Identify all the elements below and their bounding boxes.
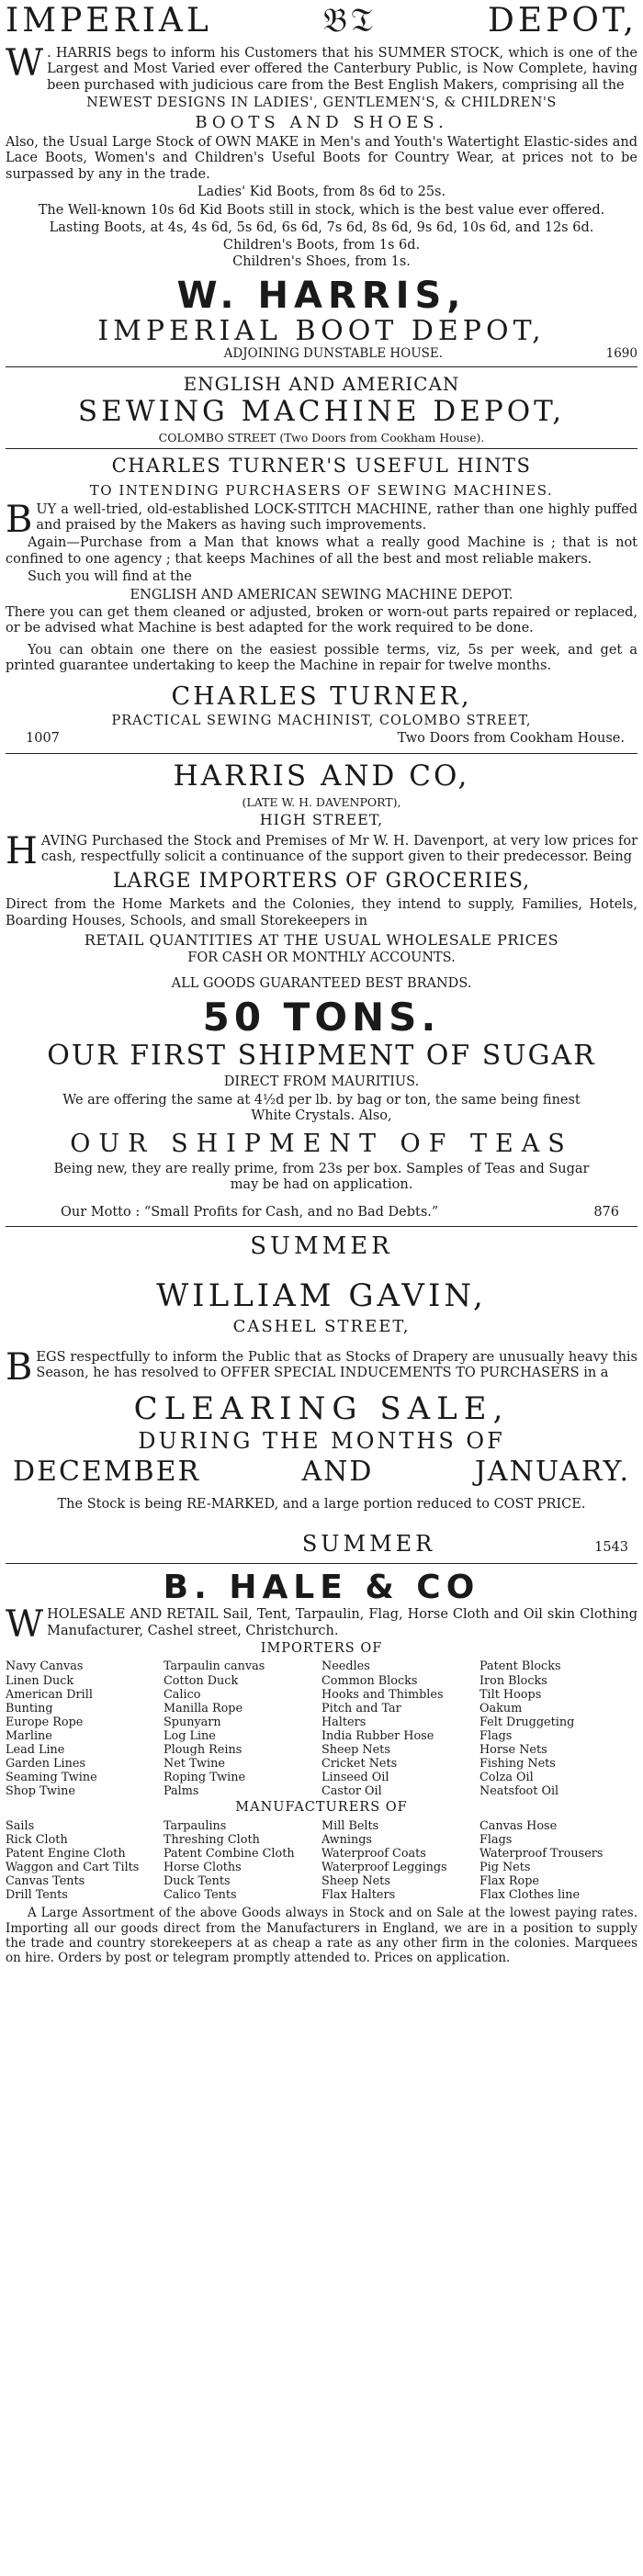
list-item: Flax Clothes line [479, 1888, 581, 1903]
list-item: Roping Twine [164, 1771, 246, 1785]
list-item: Cricket Nets [322, 1757, 398, 1772]
list-item: Hooks and Thimbles [322, 1687, 444, 1702]
boots-and-shoes: BOOTS AND SHOES. [195, 113, 448, 133]
harris-and-co-title: HARRIS AND CO, [173, 759, 470, 793]
list-item: Calico Tents [164, 1888, 237, 1903]
drop-cap: W [6, 1603, 44, 1647]
list-item: Halters [322, 1715, 367, 1729]
motto: Our Motto : “Small Profits for Cash, and no Bad Debts.” [61, 1204, 439, 1220]
list-item: Horse Cloths [164, 1861, 242, 1875]
list-item: India Rubber Hose [322, 1728, 434, 1743]
lasting-boots: Lasting Boots, at 4s, 4s 6d, 5s 6d, 6s 6d, 7s 6d, 8s 6d, 9s 6d, 10s 6d, and 12s 6d. [49, 219, 594, 235]
list-item: Tilt Hoops [479, 1687, 542, 1702]
importers-col-4 [479, 1659, 637, 1798]
title-right: DEPOT, [487, 2, 637, 39]
manufacturers-col-4 [479, 1819, 637, 1903]
buy-paragraph: B UY a well-tried, old-established LOCK-STITCH MACHINE, rather than one highly puffed and praised by the Makers as having such improvements. [6, 498, 637, 541]
advert-william-gavin [6, 1232, 637, 1564]
list-item: Awnings [322, 1832, 372, 1847]
importers-col-3 [322, 1659, 479, 1798]
list-item: Mill Belts [322, 1818, 379, 1833]
retail-quantities: RETAIL QUANTITIES AT THE USUAL WHOLESALE PRICES [84, 931, 559, 950]
advert-sewing-machine-depot [6, 373, 637, 753]
during-months: DURING THE MONTHS OF [138, 1428, 505, 1455]
list-item: Horse Nets [479, 1743, 547, 1758]
list-item: Garden Lines [6, 1757, 86, 1772]
all-goods: ALL GOODS GUARANTEED BEST BRANDS. [171, 975, 472, 991]
list-item: Waggon and Cart Tilts [6, 1861, 140, 1875]
intro-paragraph: W . HARRIS begs to inform his Customers that his SUMMER STOCK, which is one of the Largest and Most Varied ever offered the Canterbury Public, is Now Complete, having been purchased with judicious care from the Best English Makers, comprising all the [6, 41, 637, 93]
advert-b-hale-and-co [6, 1569, 637, 1973]
depot-line: ENGLISH AND AMERICAN SEWING MACHINE DEPOT. [130, 587, 513, 602]
such-line: Such you will find at the [28, 569, 192, 585]
advert-harris-and-co [6, 759, 637, 1227]
summer-footer: SUMMER [301, 1530, 436, 1557]
colombo-street: COLOMBO STREET (Two Doors from Cookham House). [158, 431, 485, 445]
title-mid: 𝔅𝔗 [322, 2, 377, 39]
list-item: Calico [164, 1687, 201, 1702]
list-item: Oakum [479, 1701, 523, 1715]
list-item: Sheep Nets [322, 1874, 390, 1889]
list-item: Fishing Nets [479, 1757, 556, 1772]
cashel-street: CASHEL STREET, [232, 1317, 411, 1337]
fifty-tons: 50 TONS. [202, 995, 441, 1041]
childrens-boots: Children's Boots, from 1s 6d. [222, 238, 421, 253]
importers-col-1 [6, 1659, 164, 1798]
high-street: HIGH STREET, [259, 810, 384, 828]
also-paragraph: Also, the Usual Large Stock of OWN MAKE in Men's and Youth's Watertight Elastic-sides and Lace Boots, Women's and Children's Useful Boots for Country Wear, at prices not to be surpassed by any in the trade. [6, 134, 637, 182]
list-item: Sails [6, 1818, 35, 1833]
title-left: IMPERIAL [6, 2, 212, 39]
shipment-of-teas: OUR SHIPMENT OF TEAS [70, 1130, 573, 1159]
there-paragraph: There you can get them cleaned or adjusted, broken or worn-out parts repaired or replaced, or be advised what Machine is best adapted for the work required to be done. [6, 604, 637, 636]
list-item: Linen Duck [6, 1673, 74, 1688]
again-paragraph: Again—Purchase from a Man that knows what a really good Machine is ; that is not confined to one agency ; that keeps Machines of all the best and most reliable makers. [6, 535, 637, 567]
importers-col-2 [164, 1659, 322, 1798]
list-item: Felt Druggeting [479, 1715, 575, 1729]
charles-turner-name: CHARLES TURNER, [171, 681, 472, 711]
large-importers: LARGE IMPORTERS OF GROCERIES, [112, 869, 531, 893]
cash-accounts: FOR CASH OR MONTHLY ACCOUNTS. [187, 951, 456, 966]
imperial-boot-depot: IMPERIAL BOOT DEPOT, [97, 315, 546, 348]
list-item: Duck Tents [164, 1874, 231, 1889]
list-item: Threshing Cloth [164, 1832, 260, 1847]
list-item: American Drill [6, 1687, 93, 1702]
list-item: Net Twine [164, 1757, 225, 1772]
william-gavin-name: WILLIAM GAVIN, [156, 1277, 487, 1315]
list-item: Sheep Nets [322, 1743, 390, 1758]
drop-cap: W [6, 41, 44, 84]
childrens-shoes: Children's Shoes, from 1s. [232, 253, 411, 269]
manufacturers-col-2 [164, 1819, 322, 1903]
list-item: Neatsfoot Oil [479, 1784, 559, 1799]
two-doors: Two Doors from Cookham House. [397, 731, 625, 747]
list-item: Flags [479, 1728, 513, 1743]
wholesale-paragraph: W HOLESALE AND RETAIL Sail, Tent, Tarpaulin, Flag, Horse Cloth and Oil skin Clothing Manufacturer, Cashel street, Christchurch. [6, 1603, 637, 1647]
list-item: Lead Line [6, 1743, 65, 1758]
kid-boots: Ladies' Kid Boots, from 8s 6d to 25s. [197, 185, 446, 200]
list-item: Flags [479, 1832, 513, 1847]
manufacturers-list [6, 1819, 637, 1903]
obtain-paragraph: You can obtain one there on the easiest possible terms, viz, 5s per week, and get a printed guarantee undertaking to keep the Machine in repair for twelve months. [6, 642, 637, 674]
summer-heading: SUMMER [250, 1232, 393, 1261]
list-item: Pig Nets [479, 1861, 531, 1875]
list-item: Patent Engine Cloth [6, 1846, 126, 1861]
list-item: Spunyarn [164, 1715, 221, 1729]
list-item: Rick Cloth [6, 1832, 68, 1847]
ad-number: 1543 [594, 1539, 628, 1555]
list-item: Seaming Twine [6, 1771, 97, 1785]
importers-heading: IMPORTERS OF [260, 1641, 383, 1657]
begs-paragraph: B EGS respectfully to inform the Public that as Stocks of Drapery are unusually heavy this Season, he has resolved to OFFER SPECIAL INDUCEMENTS TO PURCHASERS in a [6, 1345, 637, 1389]
practical-machinist: PRACTICAL SEWING MACHINIST, COLOMBO STREET, [111, 713, 532, 728]
divider [6, 448, 637, 449]
list-item: Patent Blocks [479, 1659, 561, 1674]
direct-paragraph: Direct from the Home Markets and the Colonies, they intend to supply, Families, Hotels, Boarding Houses, Schools, and small Storekeepers in [6, 897, 637, 928]
list-item: Common Blocks [322, 1673, 418, 1688]
intending-purchasers: TO INTENDING PURCHASERS OF SEWING MACHINES. [89, 481, 554, 499]
list-item: Bunting [6, 1701, 53, 1715]
w-harris-name: W. HARRIS, [176, 275, 467, 318]
list-item: Castor Oil [322, 1784, 382, 1799]
december-january: DECEMBER AND JANUARY. [13, 1456, 630, 1488]
useful-hints: CHARLES TURNER'S USEFUL HINTS [111, 455, 532, 478]
newest-designs: NEWEST DESIGNS IN LADIES', GENTLEMEN'S, & CHILDREN'S [86, 95, 557, 110]
drop-cap: B [6, 498, 33, 541]
clearing-sale: CLEARING SALE, [133, 1390, 510, 1428]
list-item: Palms [164, 1784, 199, 1799]
sewing-machine-depot: SEWING MACHINE DEPOT, [77, 395, 566, 429]
english-american: ENGLISH AND AMERICAN [183, 373, 460, 396]
direct-mauritius: DIRECT FROM MAURITIUS. [223, 1074, 420, 1090]
list-item: Flax Rope [479, 1874, 539, 1889]
list-item: Manilla Rope [164, 1701, 243, 1715]
list-item: Shop Twine [6, 1784, 75, 1799]
manufacturers-col-1 [6, 1819, 164, 1903]
importers-list [6, 1659, 637, 1798]
list-item: Flax Halters [322, 1888, 396, 1903]
list-item: Cotton Duck [164, 1673, 239, 1688]
list-item: Waterproof Leggings [322, 1861, 447, 1875]
drop-cap: H [6, 830, 38, 873]
list-item: Log Line [164, 1728, 216, 1743]
list-item: Pitch and Tar [322, 1701, 401, 1715]
list-item: Linseed Oil [322, 1771, 389, 1785]
offering-paragraph: We are offering the same at 4½d per lb. by bag or ton, the same being finest White Crystals. Also, [62, 1092, 581, 1124]
b-hale-title: B. HALE & CO [163, 1568, 480, 1606]
adjoining: ADJOINING DUNSTABLE HOUSE. [223, 346, 443, 362]
stock-remarked: The Stock is being RE-MARKED, and a large portion reduced to COST PRICE. [57, 1496, 586, 1512]
list-item: Needles [322, 1659, 370, 1674]
list-item: Drill Tents [6, 1888, 68, 1903]
ad-number: 1007 [26, 731, 60, 747]
list-item: Tarpaulin canvas [164, 1659, 265, 1674]
first-shipment-sugar: OUR FIRST SHIPMENT OF SUGAR [47, 1040, 596, 1073]
teas-paragraph: Being new, they are really prime, from 23s per box. Samples of Teas and Sugar may be had on application. [53, 1161, 590, 1193]
having-paragraph: H AVING Purchased the Stock and Premises of Mr W. H. Davenport, at very low prices for cash, respectfully solicit a continuance of the support given to their predecessor. Being [6, 830, 637, 873]
list-item: Iron Blocks [479, 1673, 547, 1688]
drop-cap: B [6, 1345, 33, 1389]
list-item: Colza Oil [479, 1771, 534, 1785]
list-item: Navy Canvas [6, 1659, 84, 1674]
manufacturers-col-3 [322, 1819, 479, 1903]
well-known: The Well-known 10s 6d Kid Boots still in stock, which is the best value ever offered. [38, 202, 605, 218]
imperial-depot-title [6, 4, 637, 39]
ad-number: 876 [593, 1204, 619, 1220]
closing-paragraph: A Large Assortment of the above Goods always in Stock and on Sale at the lowest paying rates. Importing all our goods direct from the Manufacturers in England, we are in a position to supply the trade and country storekeepers at as cheap a rate as any other firm in the colonies. Marquees on hire. Orders by post or telegram promptly attended to. Prices on application. [6, 1906, 637, 1965]
list-item: Marline [6, 1728, 52, 1743]
list-item: Patent Combine Cloth [164, 1846, 295, 1861]
advert-imperial-depot [6, 4, 637, 367]
late-davenport: (LATE W. H. DAVENPORT), [242, 794, 401, 809]
list-item: Plough Reins [164, 1743, 243, 1758]
list-item: Europe Rope [6, 1715, 84, 1729]
list-item: Canvas Tents [6, 1874, 85, 1889]
list-item: Waterproof Trousers [479, 1846, 604, 1861]
list-item: Canvas Hose [479, 1818, 558, 1833]
list-item: Waterproof Coats [322, 1846, 426, 1861]
manufacturers-heading: MANUFACTURERS OF [235, 1800, 408, 1816]
list-item: Tarpaulins [164, 1818, 227, 1833]
ad-number: 1690 [605, 346, 637, 362]
